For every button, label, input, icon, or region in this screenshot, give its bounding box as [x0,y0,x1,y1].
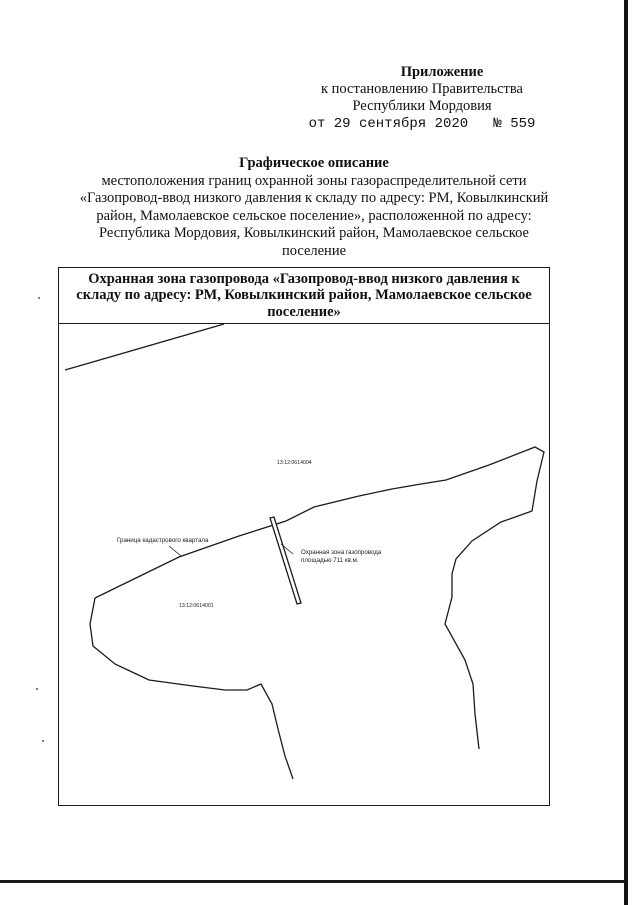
annex-line-2: Республики Мордовия [352,98,492,114]
annex-date-line [292,116,552,133]
quarter-boundary-right [445,574,479,749]
quarter-boundary-leader [169,546,181,556]
annex-block [292,64,552,133]
description-block [70,155,558,261]
cadastral-number-upper: 13:12:0614004 [277,460,312,466]
description-title: Графическое описание [239,155,389,171]
cadastral-number-lower: 13:12:0614001 [179,603,214,609]
annex-line-1: к постановлению Правительства [321,81,523,97]
annex-heading: Приложение [400,64,484,80]
quarter-boundary-top-line [65,324,224,370]
scan-speck [36,688,38,690]
zone-area-label-line1: Охранная зона газопровода [301,549,382,556]
annex-date: от 29 сентября 2020 [308,116,469,132]
quarter-boundary-lower [90,598,293,779]
annex-number: № 559 [493,116,536,132]
zone-area-label-line2: площадью 711 кв.м. [301,557,359,564]
scan-right-edge [624,0,628,905]
scan-bottom-edge [0,880,624,883]
scan-speck [38,297,40,299]
description-body: местоположения границ охранной зоны газораспределительной сети «Газопровод-ввод низкого давления к складу по адресу: РМ, Ковылкинский район, Мамолаевское сельское поселение», расположенной по адресу: Республика Мордовия, Ковылкинский район, Мамолаевское сельское поселение [79,172,549,259]
scan-speck [42,740,44,742]
quarter-boundary-label: Граница кадастрового квартала [117,537,209,544]
quarter-boundary-upper [95,447,544,598]
map-frame [58,267,550,806]
map-frame-header: Охранная зона газопровода «Газопровод-ввод низкого давления к складу по адресу: РМ, Ковылкинский район, Мамолаевское сельское поселение» [59,268,549,324]
boundary-map [59,324,548,804]
gas-protection-zone-strip [270,517,301,604]
